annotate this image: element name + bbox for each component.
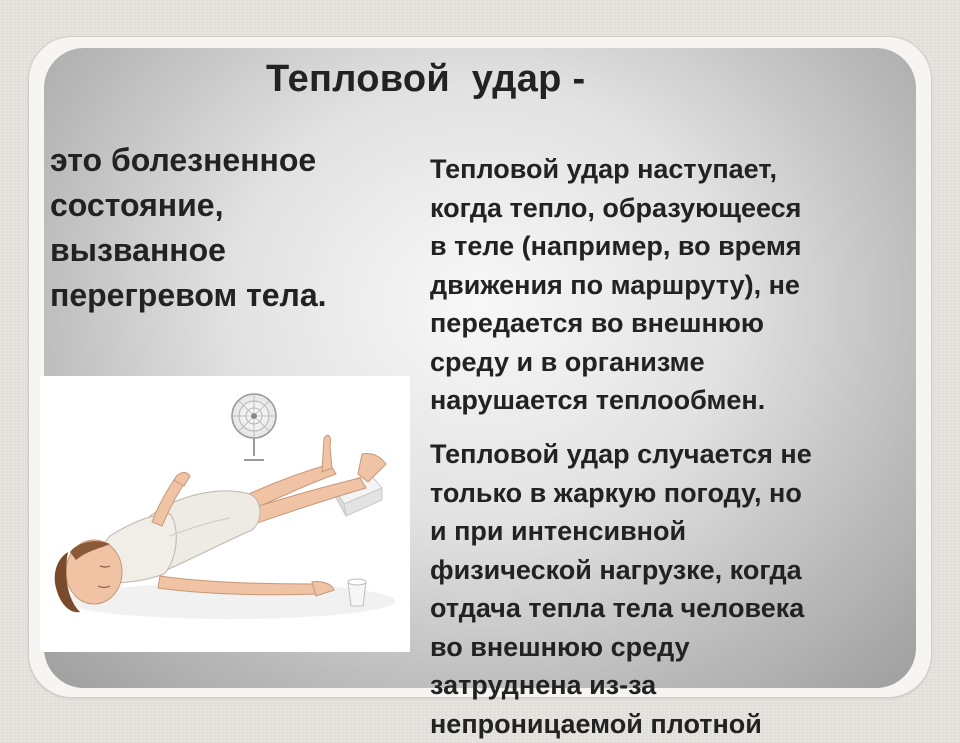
paragraph-line: движения по маршруту), не xyxy=(430,266,900,305)
paragraph-line: нарушается теплообмен. xyxy=(430,381,900,420)
explanation-paragraph-2 xyxy=(430,435,900,743)
paragraph-line: в теле (например, во время xyxy=(430,227,900,266)
paragraph-line: передается во внешнюю xyxy=(430,304,900,343)
paragraph-line: во внешнюю среду xyxy=(430,628,900,667)
cup-icon xyxy=(348,579,366,606)
paragraph-line: непроницаемой плотной xyxy=(430,705,900,743)
explanation-paragraph-1 xyxy=(430,150,900,420)
slide-title: Тепловой удар - xyxy=(266,58,585,101)
paragraph-line: Тепловой удар случается не xyxy=(430,435,900,474)
paragraph-line: отдача тепла тела человека xyxy=(430,589,900,628)
paragraph-line: затруднена из-за xyxy=(430,666,900,705)
paragraph-line: Тепловой удар наступает, xyxy=(430,150,900,189)
paragraph-line: только в жаркую погоду, но xyxy=(430,474,900,513)
definition-line: вызванное xyxy=(50,228,390,273)
definition-line: состояние, xyxy=(50,183,390,228)
illustration-drawing xyxy=(40,376,410,652)
definition-text xyxy=(50,138,390,318)
paragraph-line: среду и в организме xyxy=(430,343,900,382)
definition-line: это болезненное xyxy=(50,138,390,183)
paragraph-line: когда тепло, образующееся xyxy=(430,189,900,228)
paragraph-line: физической нагрузке, когда xyxy=(430,551,900,590)
body xyxy=(101,491,260,583)
heatstroke-illustration xyxy=(40,376,410,652)
definition-line: перегревом тела. xyxy=(50,273,390,318)
paragraph-line: и при интенсивной xyxy=(430,512,900,551)
fan-icon xyxy=(232,394,276,460)
